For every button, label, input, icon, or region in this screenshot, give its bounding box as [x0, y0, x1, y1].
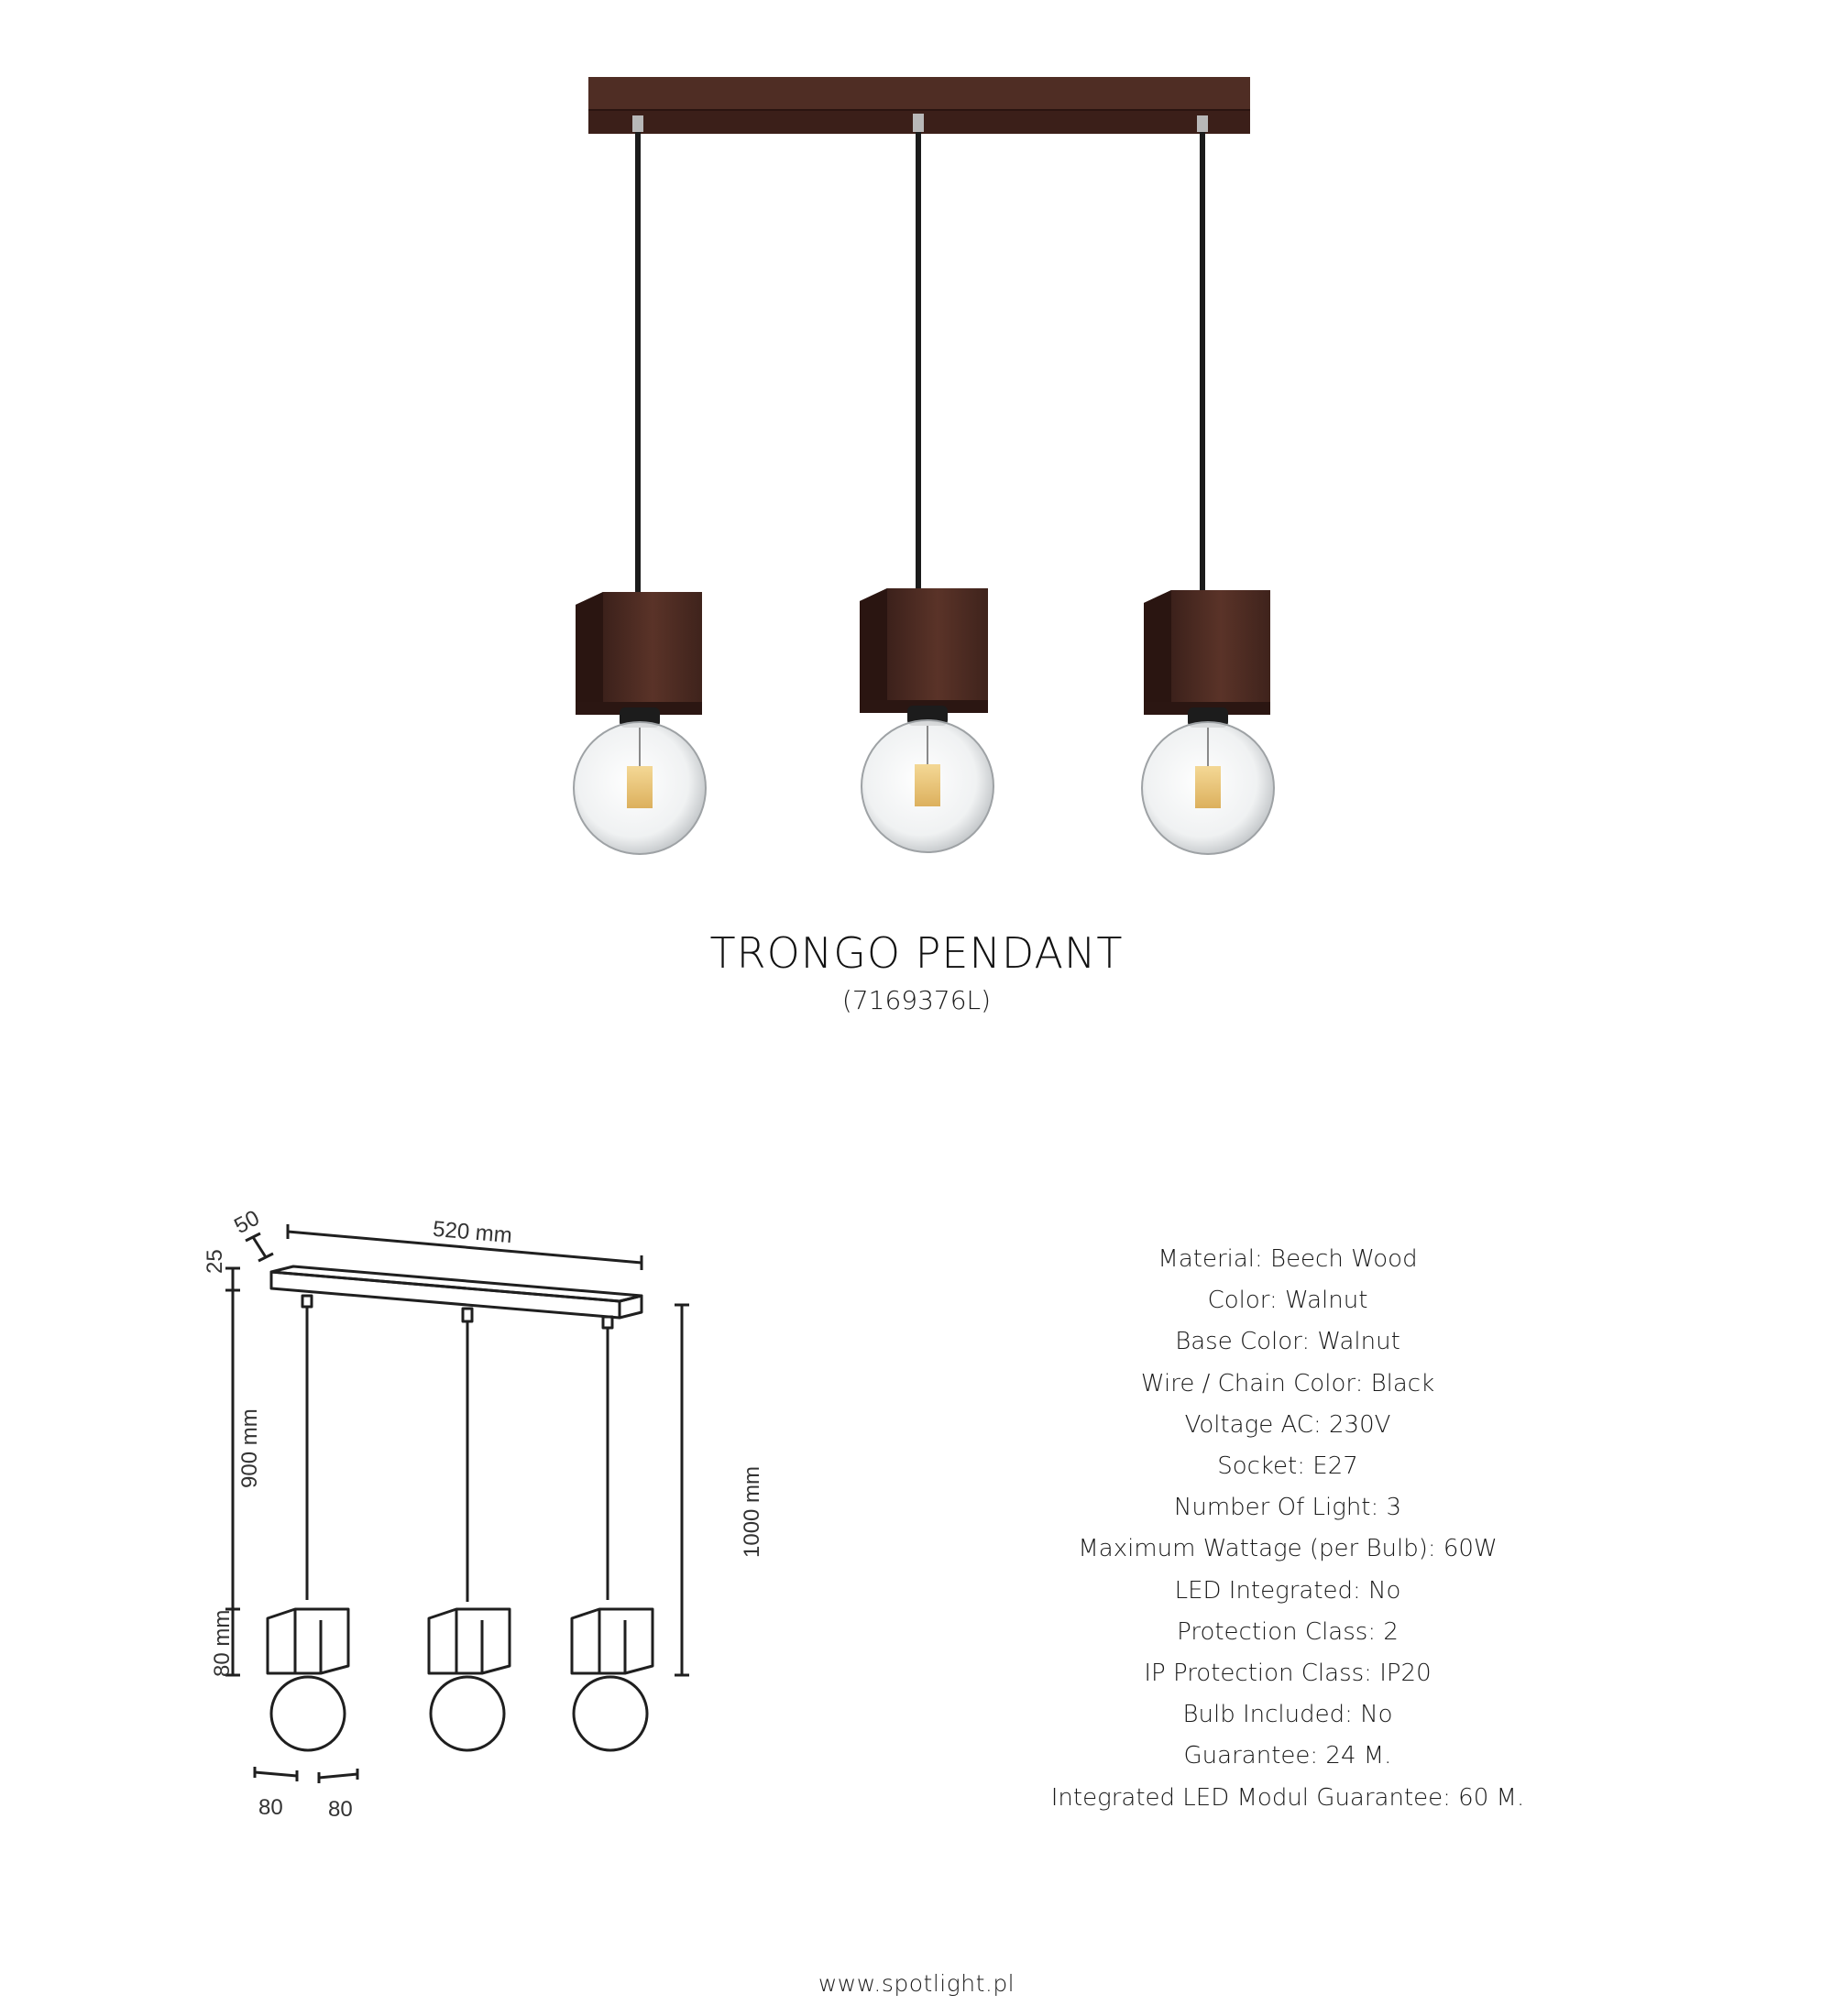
dimension-drawing: [183, 1191, 770, 1851]
dim-depth: 50: [230, 1205, 264, 1239]
dim-shade-height: 80 mm: [210, 1609, 235, 1677]
spec-item: Number Of Light: 3: [1173, 1494, 1402, 1522]
pendant-right: [1142, 115, 1274, 854]
spec-item: Base Color: Walnut: [1175, 1328, 1400, 1356]
title-block: [0, 926, 1833, 1019]
spec-item: IP Protection Class: IP20: [1144, 1660, 1432, 1688]
spec-item: Socket: E27: [1217, 1452, 1358, 1481]
spec-list: [1008, 1239, 1567, 1819]
pendant-left: [574, 115, 706, 854]
spec-item: Voltage AC: 230V: [1184, 1410, 1391, 1439]
spec-item: Wire / Chain Color: Black: [1140, 1369, 1435, 1397]
drawing-bar-top: [271, 1266, 642, 1301]
dim-shade-width-1: 80: [258, 1795, 283, 1820]
spec-item: Material: Beech Wood: [1158, 1245, 1418, 1273]
dim-cable-length: 900 mm: [237, 1408, 262, 1488]
dim-canopy-height: 25: [203, 1249, 227, 1274]
drawing-shade-right: [572, 1609, 653, 1750]
dim-shade-width-2: 80: [328, 1797, 353, 1822]
drawing-bar-end: [620, 1296, 642, 1318]
spec-item: LED Integrated: No: [1174, 1576, 1401, 1605]
product-title: TRONGO PENDANT: [709, 928, 1124, 978]
product-code: (7169376L): [841, 985, 992, 1015]
spec-item: Guarantee: 24 M.: [1183, 1742, 1392, 1770]
spec-item: Maximum Wattage (per Bulb): 60W: [1078, 1535, 1498, 1563]
dim-length: 520 mm: [432, 1216, 513, 1249]
spec-item: Protection Class: 2: [1177, 1617, 1399, 1646]
footer-url[interactable]: www.spotlight.pl: [818, 1970, 1015, 1997]
drawing-shade-left: [268, 1609, 348, 1750]
drawing-shade-middle: [429, 1609, 510, 1750]
dim-total-height: 1000 mm: [740, 1465, 764, 1558]
pendant-middle: [860, 114, 993, 852]
product-photo: [0, 0, 1833, 880]
spec-item: Color: Walnut: [1207, 1287, 1368, 1315]
spec-item: Integrated LED Modul Guarantee: 60 M.: [1050, 1783, 1525, 1812]
spec-item: Bulb Included: No: [1182, 1701, 1393, 1729]
